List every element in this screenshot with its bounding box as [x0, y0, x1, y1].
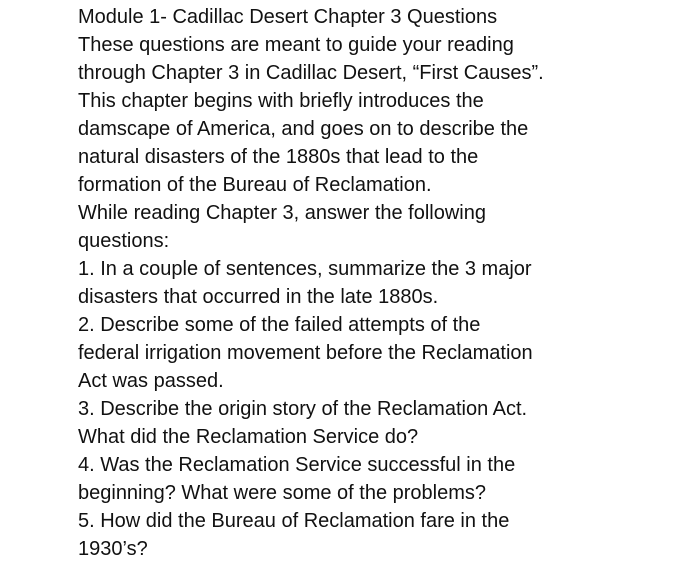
instruction-line-1: While reading Chapter 3, answer the following — [78, 202, 486, 224]
intro-line-1: These questions are meant to guide your reading — [78, 34, 514, 56]
intro-line-4: damscape of America, and goes on to describe the — [78, 118, 529, 140]
question-2-line-1: 2. Describe some of the failed attempts of the — [78, 314, 481, 336]
question-3-line-1: 3. Describe the origin story of the Reclamation Act. — [78, 398, 528, 420]
question-4-line-2: beginning? What were some of the problems? — [78, 482, 487, 504]
instruction-line-2: questions: — [78, 230, 170, 252]
intro-line-2: through Chapter 3 in Cadillac Desert, “First Causes”. — [78, 62, 544, 84]
question-2-line-2: federal irrigation movement before the Reclamation — [78, 342, 533, 364]
question-5-line-2: 1930’s? — [78, 538, 148, 560]
document-body — [78, 3, 638, 563]
question-4-line-1: 4. Was the Reclamation Service successful in the — [78, 454, 516, 476]
intro-line-6: formation of the Bureau of Reclamation. — [78, 174, 432, 196]
document-title: Module 1- Cadillac Desert Chapter 3 Questions — [78, 6, 498, 28]
question-5-line-1: 5. How did the Bureau of Reclamation fare in the — [78, 510, 510, 532]
question-3-line-2: What did the Reclamation Service do? — [78, 426, 419, 448]
intro-line-5: natural disasters of the 1880s that lead to the — [78, 146, 479, 168]
question-1-line-1: 1. In a couple of sentences, summarize the 3 major — [78, 258, 532, 280]
question-1-line-2: disasters that occurred in the late 1880s. — [78, 286, 439, 308]
question-2-line-3: Act was passed. — [78, 370, 224, 392]
intro-line-3: This chapter begins with briefly introduces the — [78, 90, 484, 112]
